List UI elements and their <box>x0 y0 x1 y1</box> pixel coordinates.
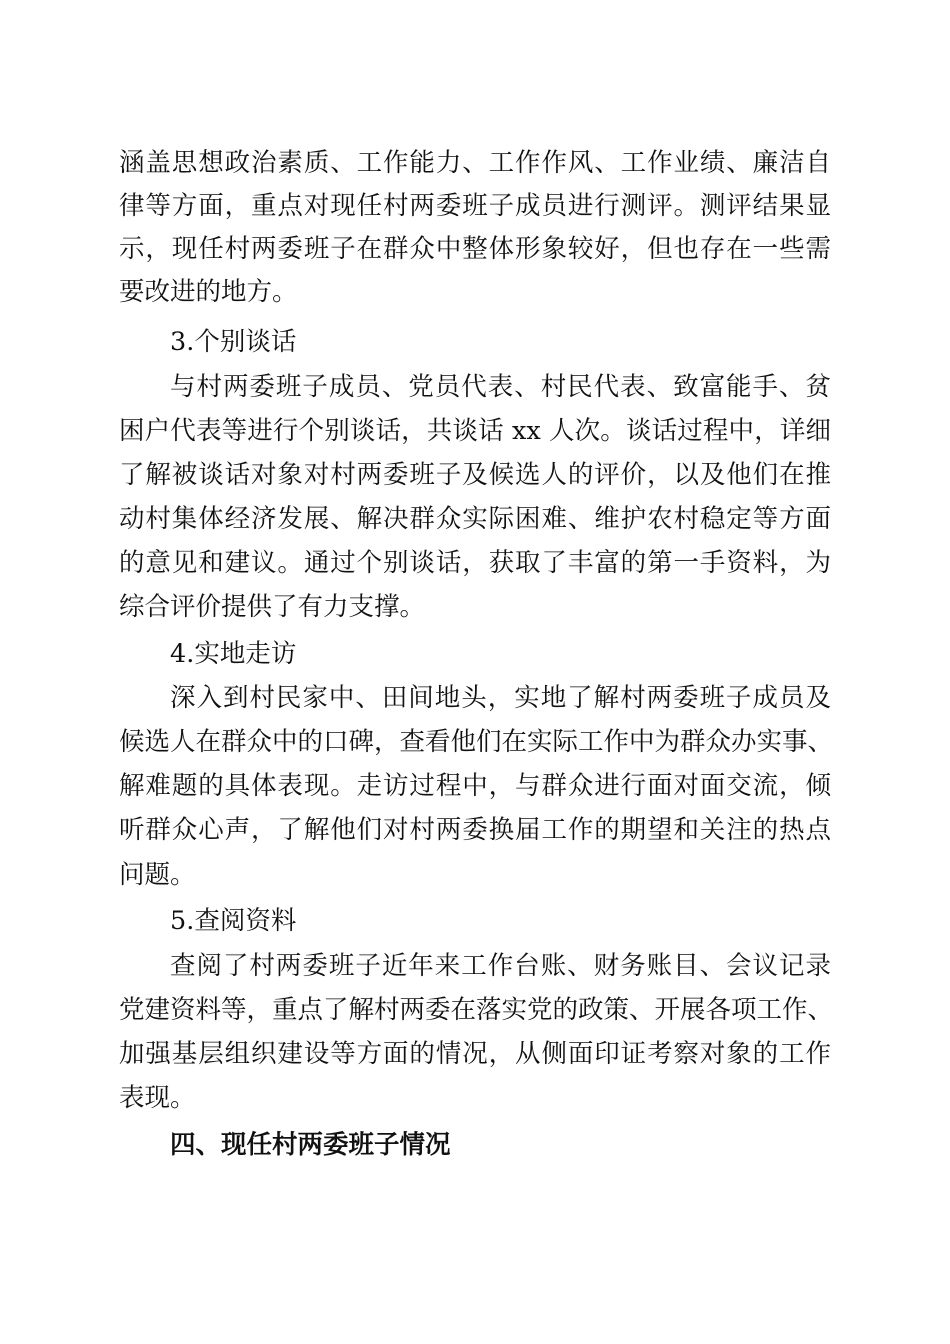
section-heading-current-committee: 四、现任村两委班子情况 <box>170 1130 451 1160</box>
paragraph-line: 了解被谈话对象对村两委班子及候选人的评价，以及他们在推 <box>119 460 831 490</box>
subheading-individual-talks: 3.个别谈话 <box>170 327 297 357</box>
paragraph-line: 要改进的地方。 <box>119 277 298 307</box>
subheading-review-materials: 5.查阅资料 <box>170 906 297 936</box>
paragraph-line: 问题。 <box>119 860 196 890</box>
paragraph-line: 表现。 <box>119 1083 196 1113</box>
paragraph-line: 综合评价提供了有力支撑。 <box>119 592 426 622</box>
paragraph-line: 动村集体经济发展、解决群众实际困难、维护农村稳定等方面 <box>119 504 831 534</box>
paragraph-line: 加强基层组织建设等方面的情况，从侧面印证考察对象的工作 <box>119 1039 831 1069</box>
paragraph-line: 听群众心声，了解他们对村两委换届工作的期望和关注的热点 <box>119 815 831 845</box>
paragraph-line: 解难题的具体表现。走访过程中，与群众进行面对面交流，倾 <box>119 771 831 801</box>
paragraph-line: 与村两委班子成员、党员代表、村民代表、致富能手、贫 <box>170 372 831 402</box>
paragraph-line: 示，现任村两委班子在群众中整体形象较好，但也存在一些需 <box>119 234 831 264</box>
paragraph-line: 深入到村民家中、田间地头，实地了解村两委班子成员及 <box>170 683 831 713</box>
paragraph-line: 困户代表等进行个别谈话，共谈话 xx 人次。谈话过程中，详细 <box>119 416 831 446</box>
paragraph-line: 候选人在群众中的口碑，查看他们在实际工作中为群众办实事、 <box>119 727 834 757</box>
paragraph-line: 党建资料等，重点了解村两委在落实党的政策、开展各项工作、 <box>119 995 834 1025</box>
subheading-field-visits: 4.实地走访 <box>170 639 297 669</box>
paragraph-line: 的意见和建议。通过个别谈话，获取了丰富的第一手资料，为 <box>119 548 831 578</box>
paragraph-line: 涵盖思想政治素质、工作能力、工作作风、工作业绩、廉洁自 <box>119 148 831 178</box>
paragraph-line: 查阅了村两委班子近年来工作台账、财务账目、会议记录 <box>170 951 831 981</box>
paragraph-line: 律等方面，重点对现任村两委班子成员进行测评。测评结果显 <box>119 191 831 221</box>
